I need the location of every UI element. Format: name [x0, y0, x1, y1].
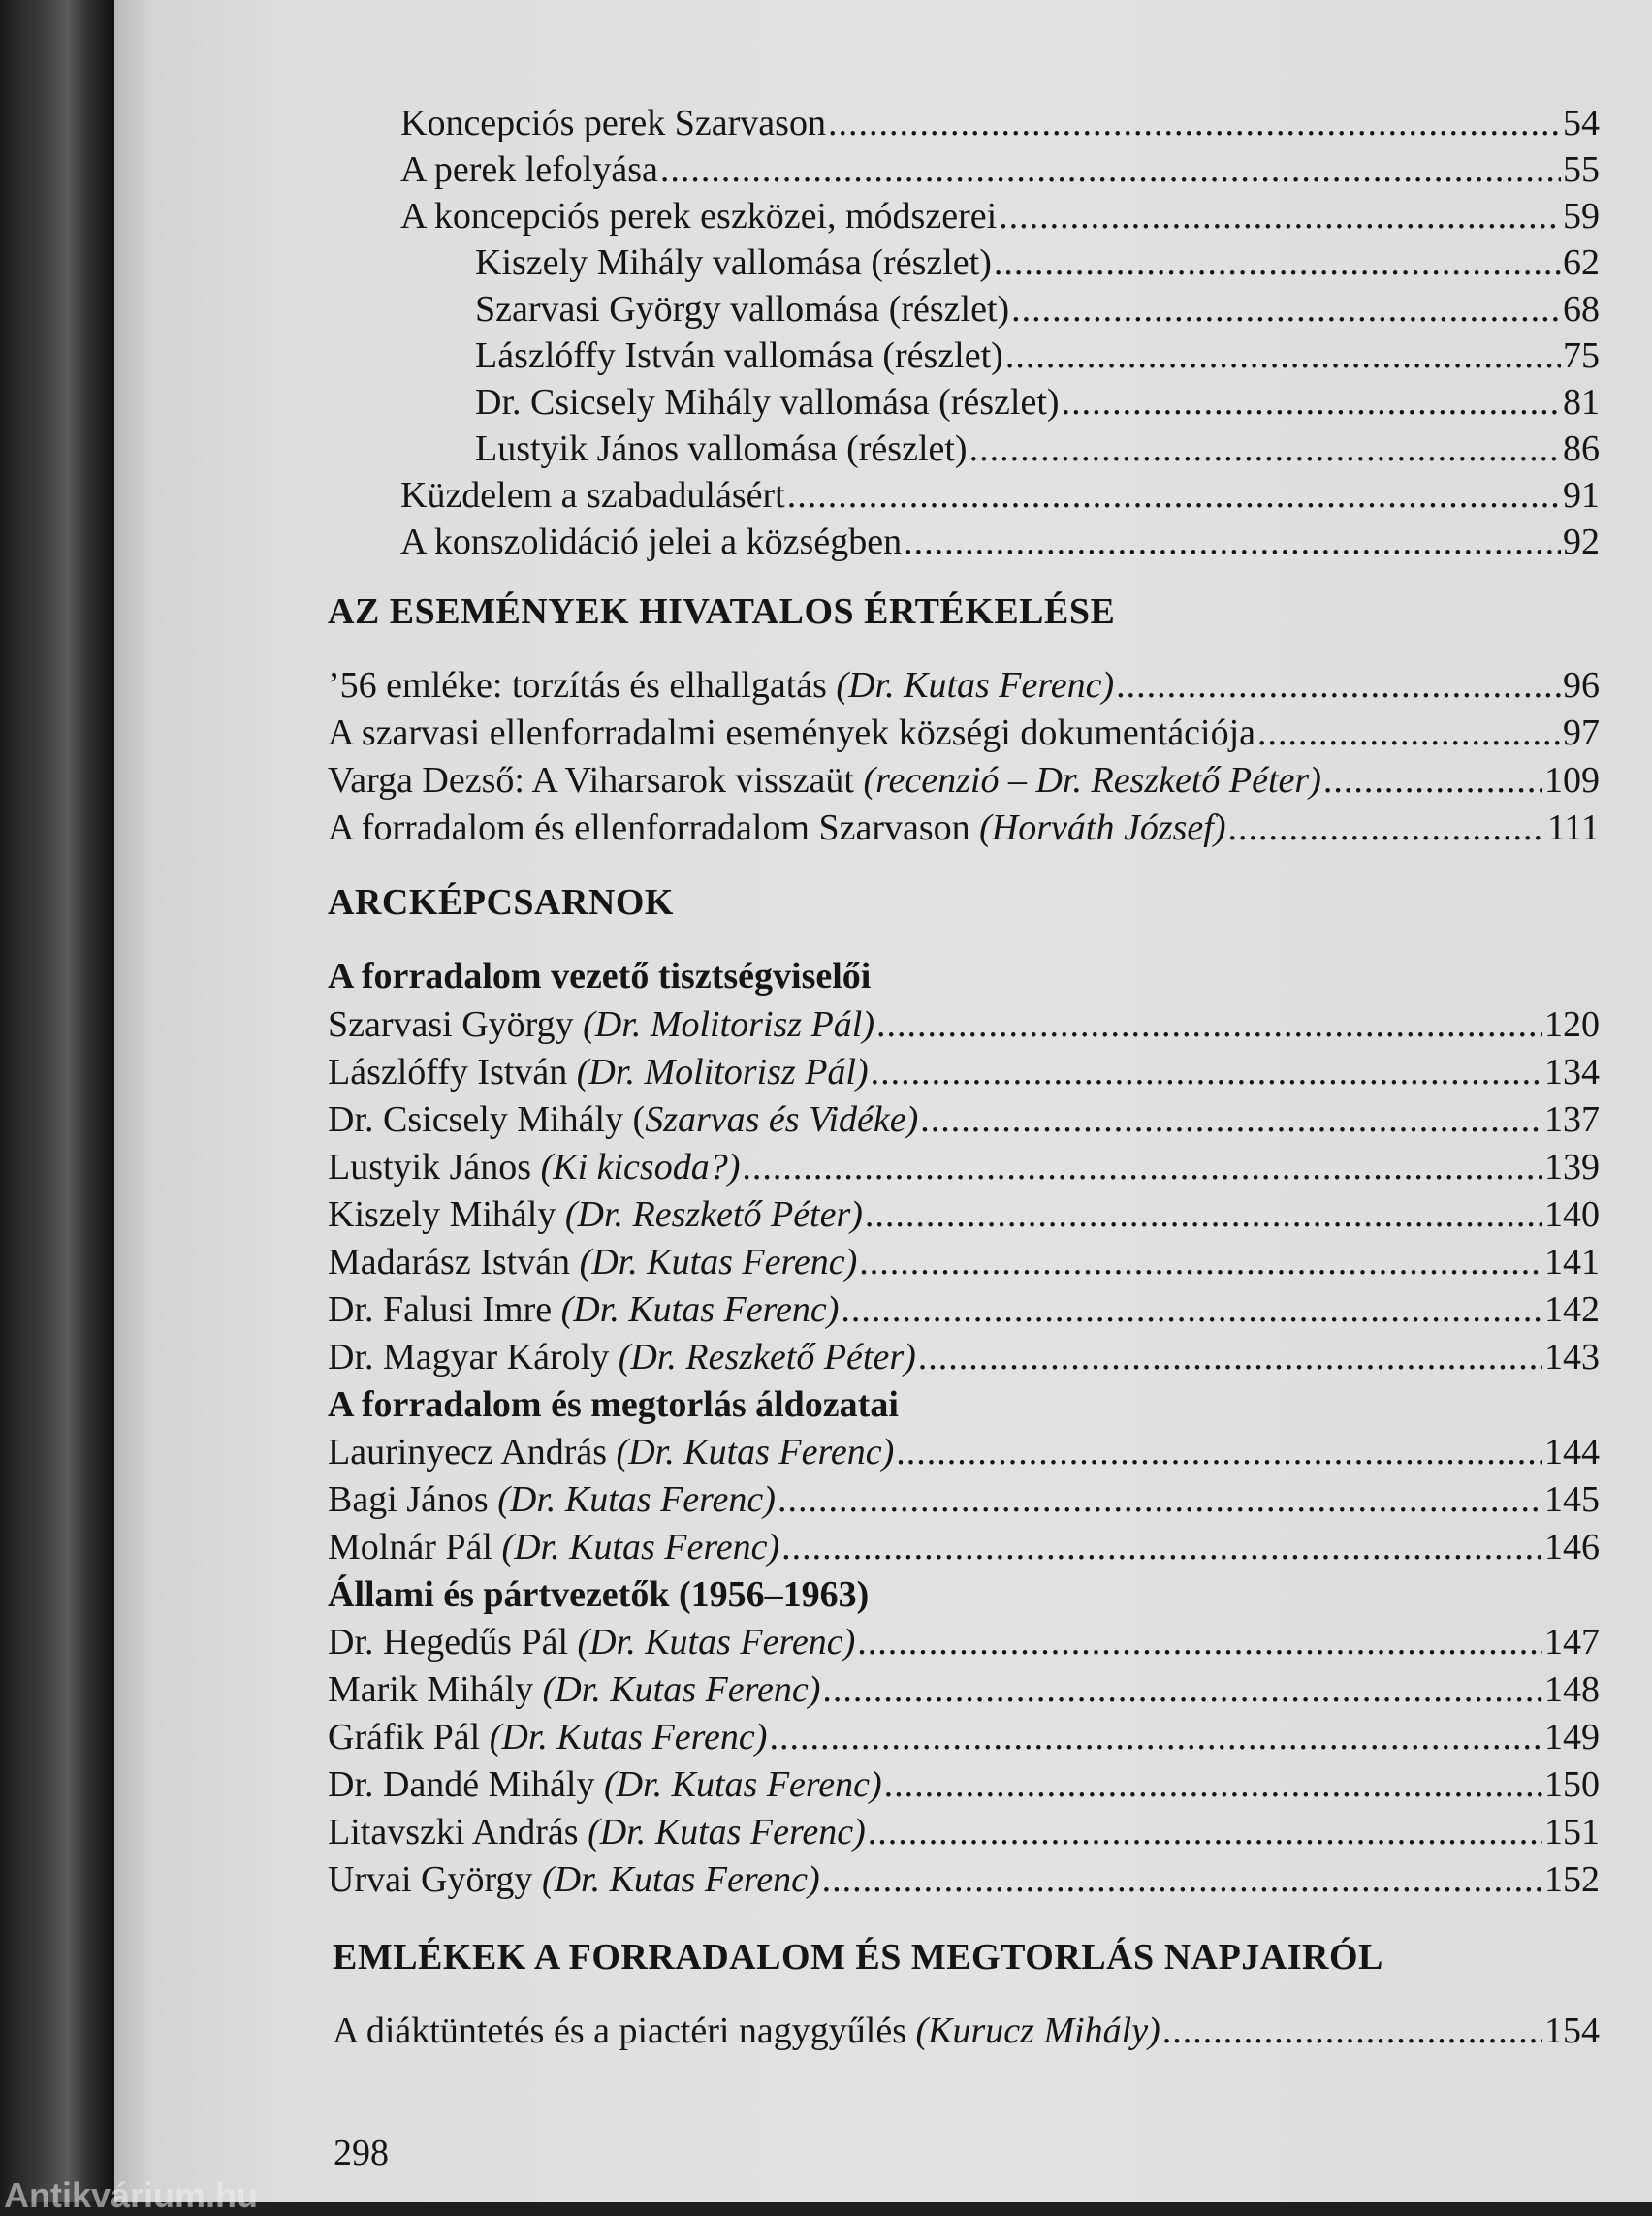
dot-leader: [822, 1667, 1542, 1712]
toc-entry-page: 154: [1544, 2010, 1600, 2051]
toc-entry-title: Urvai György (Dr. Kutas Ferenc): [328, 1859, 820, 1900]
toc-entry-author: (Dr. Reszkető Péter): [618, 1337, 916, 1377]
toc-entry: [475, 287, 1600, 332]
toc-entry-page: 96: [1563, 665, 1600, 706]
toc-entry-title: Dr. Csicsely Mihály (Szarvas és Vidéke): [328, 1099, 919, 1140]
toc-entry-page: 144: [1544, 1432, 1600, 1472]
toc-entry-title: A forradalom és ellenforradalom Szarvason (Horváth József): [328, 807, 1226, 848]
toc-entry: [328, 1240, 1600, 1284]
toc-entry-title: ’56 emléke: torzítás és elhallgatás (Dr. Kutas Ferenc): [328, 665, 1115, 706]
toc-entry: [328, 1620, 1600, 1664]
toc-entry: [328, 1715, 1600, 1759]
dot-leader: [660, 147, 1561, 192]
toc-entry-title: Dr. Csicsely Mihály vallomása (részlet): [475, 382, 1060, 423]
toc-entry-page: 111: [1546, 807, 1600, 848]
toc-entry-page: 97: [1563, 712, 1600, 753]
dot-leader: [994, 240, 1561, 285]
toc-entry: [400, 520, 1600, 564]
toc-entry-title: Dr. Magyar Károly (Dr. Reszkető Péter): [328, 1337, 916, 1377]
toc-entry-title: Varga Dezső: A Viharsarok visszaüt (recenzió – Dr. Reszkető Péter): [328, 760, 1321, 801]
dot-leader: [904, 520, 1561, 564]
dot-leader: [999, 194, 1561, 238]
toc-entry-page: 68: [1563, 289, 1600, 330]
toc-entry-page: 137: [1544, 1099, 1600, 1140]
toc-entry-author: Szarvas és Vidéke): [645, 1099, 919, 1140]
toc-entry-author: (Dr. Kutas Ferenc): [542, 1669, 821, 1710]
toc-entry-page: 81: [1563, 382, 1600, 423]
toc-entry: [328, 1810, 1600, 1854]
toc-entry-page: 147: [1544, 1622, 1600, 1662]
dot-leader: [918, 1335, 1542, 1379]
toc-entry-title: A konszolidáció jelei a községben: [400, 522, 903, 562]
toc-entry: [328, 1430, 1600, 1474]
toc-entry-page: 142: [1544, 1289, 1600, 1330]
toc-entry-page: 120: [1544, 1004, 1600, 1045]
watermark: Antikvárium.hu: [4, 2175, 259, 2215]
dot-leader: [876, 1002, 1542, 1047]
toc-entry-title: Gráfik Pál (Dr. Kutas Ferenc): [328, 1717, 768, 1757]
toc-entry-author: (Dr. Kutas Ferenc): [489, 1717, 768, 1757]
toc-entry-page: 91: [1563, 475, 1600, 516]
toc-entry-title: Dr. Hegedűs Pál (Dr. Kutas Ferenc): [328, 1622, 856, 1662]
toc-entry-author: (Dr. Kutas Ferenc): [588, 1812, 866, 1852]
toc-entry-author: (recenzió – Dr. Reszkető Péter): [863, 760, 1321, 801]
toc-entry-author: (Ki kicsoda?): [540, 1147, 741, 1187]
toc-entry-title: Molnár Pál (Dr. Kutas Ferenc): [328, 1527, 780, 1567]
toc-entry-title: Lustyik János (Ki kicsoda?): [328, 1147, 741, 1187]
toc-entry-author: (Dr. Kutas Ferenc): [616, 1432, 895, 1472]
toc-entry-author: (Dr. Kutas Ferenc): [577, 1622, 856, 1662]
toc-entry-title: Dr. Falusi Imre (Dr. Kutas Ferenc): [328, 1289, 840, 1330]
toc-entry: [400, 473, 1600, 518]
dot-leader: [1005, 333, 1561, 378]
toc-entry: [328, 758, 1600, 803]
toc-entry: [333, 2009, 1600, 2053]
toc-entry-page: 145: [1544, 1479, 1600, 1520]
toc-entry-title: Kiszely Mihály (Dr. Reszkető Péter): [328, 1194, 863, 1235]
toc-entry-page: 75: [1563, 335, 1600, 376]
dot-leader: [742, 1145, 1542, 1189]
dot-leader: [868, 1810, 1542, 1854]
toc-entry-title: Laurinyecz András (Dr. Kutas Ferenc): [328, 1432, 895, 1472]
dot-leader: [884, 1762, 1542, 1807]
toc-entry-title: Lustyik János vallomása (részlet): [475, 428, 968, 469]
toc-entry: [328, 1145, 1600, 1189]
section-heading: AZ ESEMÉNYEK HIVATALOS ÉRTÉKELÉSE: [328, 591, 1116, 632]
toc-entry: [328, 1477, 1600, 1522]
book-spine: [0, 0, 114, 2202]
toc-entry-page: 141: [1544, 1242, 1600, 1282]
dot-leader: [1257, 711, 1561, 755]
toc-entry-author: (Dr. Kutas Ferenc): [603, 1764, 882, 1805]
toc-entry: [328, 1525, 1600, 1569]
toc-entry-author: (Dr. Kutas Ferenc): [836, 665, 1115, 706]
toc-entry-title: Dr. Dandé Mihály (Dr. Kutas Ferenc): [328, 1764, 882, 1805]
toc-entry-author: (Dr. Molitorisz Pál): [583, 1004, 875, 1045]
toc-entry-page: 62: [1563, 242, 1600, 283]
toc-entry-title: Kiszely Mihály vallomása (részlet): [475, 242, 992, 283]
dot-leader: [969, 427, 1561, 471]
toc-entry-page: 86: [1563, 428, 1600, 469]
toc-entry-title: A szarvasi ellenforradalmi események községi dokumentációja: [328, 712, 1256, 753]
toc-entry-page: 55: [1563, 149, 1600, 190]
dot-leader: [1228, 806, 1545, 850]
toc-entry-title: Küzdelem a szabadulásért: [400, 475, 785, 516]
dot-leader: [828, 101, 1561, 145]
subsection-heading: Állami és pártvezetők (1956–1963): [328, 1574, 870, 1615]
toc-entry-title: A koncepciós perek eszközei, módszerei: [400, 196, 998, 237]
book-page: [114, 0, 1652, 2202]
dot-leader: [841, 1287, 1542, 1332]
toc-entry: [400, 101, 1600, 145]
toc-entry: [328, 1857, 1600, 1902]
toc-entry-title: A diáktüntetés és a piactéri nagygyűlés (Kurucz Mihály): [333, 2010, 1160, 2051]
toc-entry-title: A perek lefolyása: [400, 149, 658, 190]
subsection-heading: A forradalom és megtorlás áldozatai: [328, 1384, 899, 1425]
toc-entry-title: Litavszki András (Dr. Kutas Ferenc): [328, 1812, 866, 1852]
dot-leader: [1011, 287, 1561, 332]
toc-entry-title: Lászlóffy István (Dr. Molitorisz Pál): [328, 1052, 869, 1092]
dot-leader: [896, 1430, 1542, 1474]
toc-entry-title: Madarász István (Dr. Kutas Ferenc): [328, 1242, 858, 1282]
toc-entry-page: 143: [1544, 1337, 1600, 1377]
dot-leader: [920, 1097, 1542, 1142]
dot-leader: [857, 1620, 1542, 1664]
toc-entry-page: 92: [1563, 522, 1600, 562]
toc-entry: [328, 806, 1600, 850]
subsection-heading: A forradalom vezető tisztségviselői: [328, 956, 872, 997]
toc-entry-author: (Kurucz Mihály): [915, 2010, 1160, 2051]
toc-entry: [328, 1097, 1600, 1142]
toc-entry: [328, 663, 1600, 708]
toc-entry-title: Szarvasi György (Dr. Molitorisz Pál): [328, 1004, 875, 1045]
dot-leader: [1062, 380, 1561, 425]
toc-entry-page: 149: [1544, 1717, 1600, 1757]
toc-entry: [328, 1050, 1600, 1094]
toc-entry: [475, 333, 1600, 378]
toc-entry-page: 134: [1544, 1052, 1600, 1092]
toc-entry-title: Szarvasi György vallomása (részlet): [475, 289, 1010, 330]
toc-entry: [328, 711, 1600, 755]
section-heading: EMLÉKEK A FORRADALOM ÉS MEGTORLÁS NAPJAIRÓL: [333, 1937, 1383, 1978]
toc-entry: [328, 1335, 1600, 1379]
dot-leader: [859, 1240, 1542, 1284]
dot-leader: [865, 1192, 1542, 1237]
toc-entry-page: 140: [1544, 1194, 1600, 1235]
toc-entry: [400, 147, 1600, 192]
toc-entry: [328, 1667, 1600, 1712]
toc-entry-title: Koncepciós perek Szarvason: [400, 103, 826, 143]
page-number: 298: [334, 2133, 389, 2173]
toc-entry: [328, 1192, 1600, 1237]
section-heading: ARCKÉPCSARNOK: [328, 882, 674, 923]
dot-leader: [769, 1715, 1542, 1759]
toc-entry-title: Bagi János (Dr. Kutas Ferenc): [328, 1479, 776, 1520]
toc-entry-author: (Dr. Kutas Ferenc): [497, 1479, 776, 1520]
toc-entry-title: Marik Mihály (Dr. Kutas Ferenc): [328, 1669, 821, 1710]
toc-entry-page: 109: [1544, 760, 1600, 801]
toc-entry: [328, 1002, 1600, 1047]
toc-entry: [475, 380, 1600, 425]
dot-leader: [822, 1857, 1542, 1902]
toc-entry-author: (Horváth József): [979, 807, 1226, 848]
toc-entry: [475, 427, 1600, 471]
toc-entry-author: (Dr. Kutas Ferenc): [560, 1289, 840, 1330]
toc-entry-page: 151: [1544, 1812, 1600, 1852]
toc-entry: [328, 1762, 1600, 1807]
toc-entry: [328, 1287, 1600, 1332]
toc-entry-title: Lászlóffy István vallomása (részlet): [475, 335, 1003, 376]
toc-entry-author: (Dr. Kutas Ferenc): [541, 1859, 820, 1900]
toc-entry-page: 148: [1544, 1669, 1600, 1710]
toc-entry: [475, 240, 1600, 285]
dot-leader: [778, 1477, 1542, 1522]
dot-leader: [1323, 758, 1542, 803]
toc-entry-page: 150: [1544, 1764, 1600, 1805]
dot-leader: [1116, 663, 1561, 708]
dot-leader: [1162, 2009, 1542, 2053]
dot-leader: [787, 473, 1561, 518]
dot-leader: [781, 1525, 1542, 1569]
toc-entry-page: 139: [1544, 1147, 1600, 1187]
toc-entry-page: 54: [1563, 103, 1600, 143]
toc-entry-page: 146: [1544, 1527, 1600, 1567]
toc-entry-author: (Dr. Molitorisz Pál): [576, 1052, 869, 1092]
toc-entry-author: (Dr. Reszkető Péter): [564, 1194, 863, 1235]
toc-entry-page: 59: [1563, 196, 1600, 237]
toc-entry-author: (Dr. Kutas Ferenc): [579, 1242, 858, 1282]
toc-entry-author: (Dr. Kutas Ferenc): [501, 1527, 780, 1567]
toc-entry: [400, 194, 1600, 238]
toc-entry-page: 152: [1544, 1859, 1600, 1900]
dot-leader: [871, 1050, 1542, 1094]
